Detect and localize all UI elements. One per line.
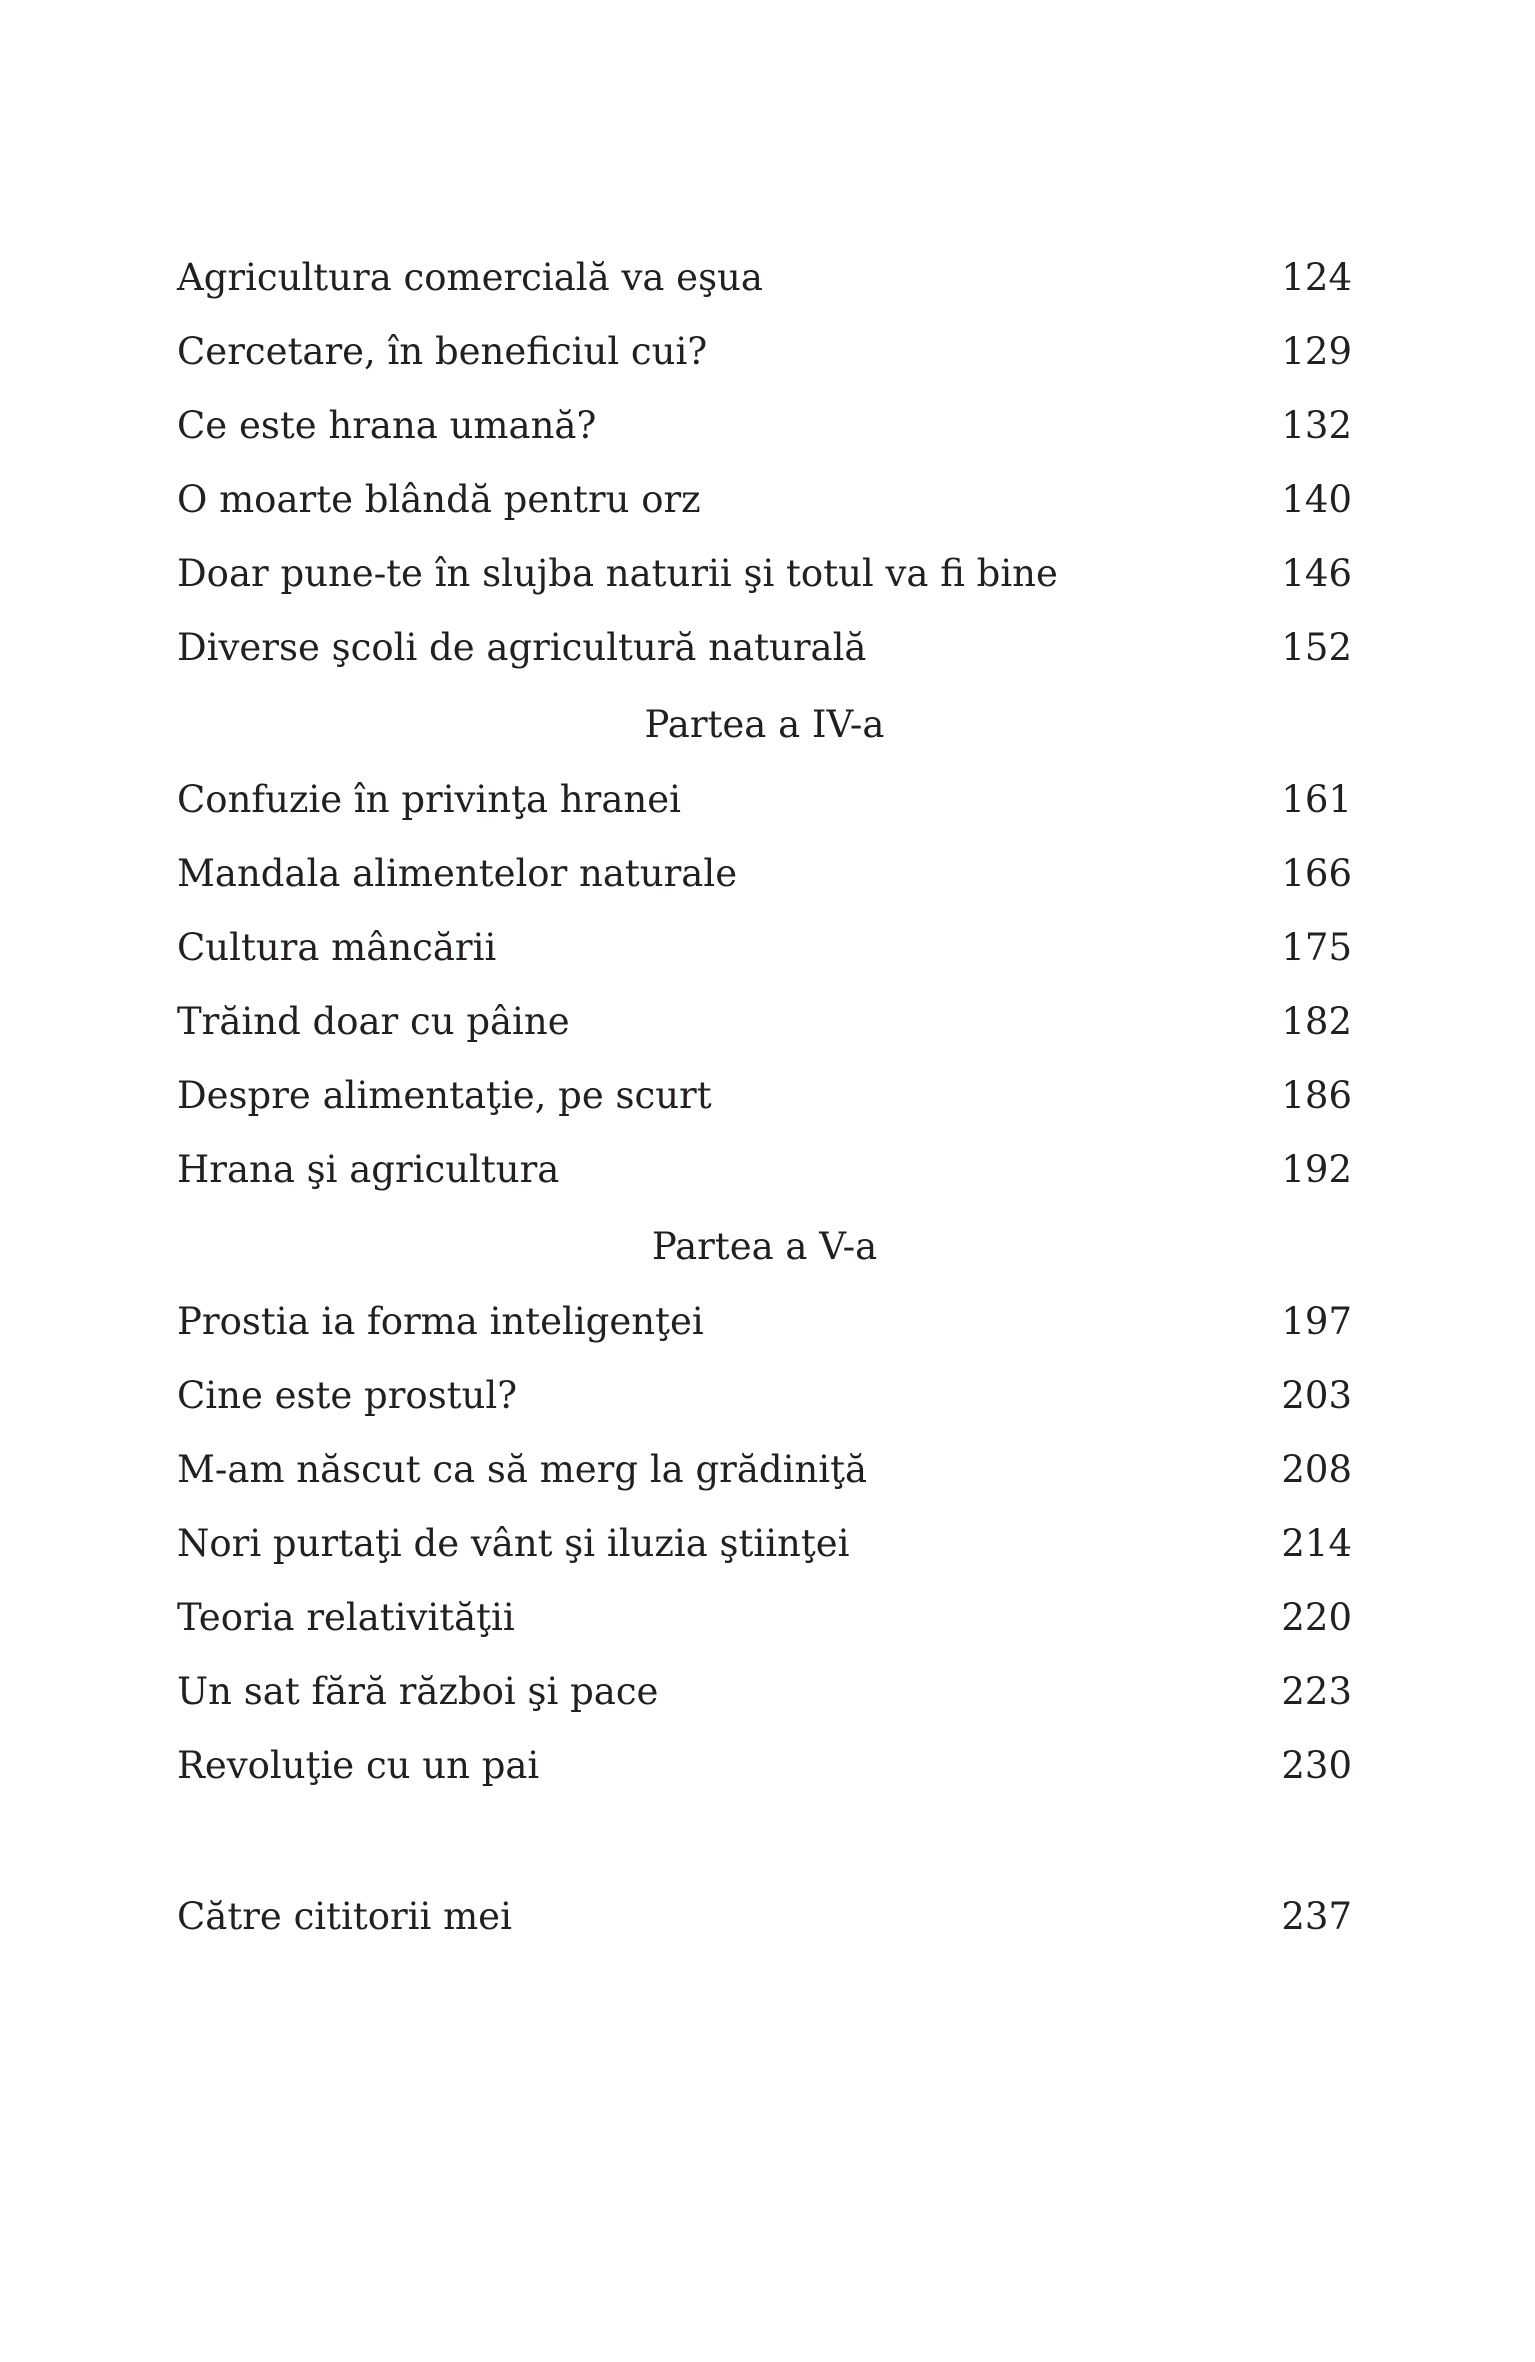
toc-entry-page: 146 bbox=[1281, 552, 1352, 595]
toc-entry-title: Teoria relativităţii bbox=[177, 1596, 515, 1639]
toc-entry[interactable] bbox=[177, 1588, 1352, 1648]
toc-entry-title: Trăind doar cu pâine bbox=[177, 1000, 570, 1043]
toc-entry[interactable] bbox=[177, 470, 1352, 530]
toc-entry-title: Către cititorii mei bbox=[177, 1895, 512, 1938]
toc-entry-title: Prostia ia forma inteligenţei bbox=[177, 1300, 704, 1343]
toc-entry-page: 237 bbox=[1281, 1895, 1352, 1938]
toc-entry[interactable] bbox=[177, 918, 1352, 978]
toc-entry-page: 175 bbox=[1281, 926, 1352, 969]
toc-entry-page: 140 bbox=[1281, 478, 1352, 521]
toc-entry-page: 152 bbox=[1281, 626, 1352, 669]
toc-entry[interactable] bbox=[177, 1066, 1352, 1126]
table-of-contents bbox=[177, 0, 1352, 2362]
toc-entry[interactable] bbox=[177, 248, 1352, 308]
toc-entry-title: O moarte blândă pentru orz bbox=[177, 478, 701, 521]
toc-entry-page: 223 bbox=[1281, 1670, 1352, 1713]
toc-entry-page: 124 bbox=[1281, 256, 1352, 299]
toc-entry[interactable] bbox=[177, 1514, 1352, 1574]
toc-entry[interactable] bbox=[177, 396, 1352, 456]
toc-entry-title: Confuzie în privinţa hranei bbox=[177, 778, 681, 821]
part-heading-4: Partea a IV-a bbox=[644, 703, 885, 746]
toc-entry-page: 220 bbox=[1281, 1596, 1352, 1639]
toc-entry-page: 182 bbox=[1281, 1000, 1352, 1043]
toc-entry-page: 161 bbox=[1281, 778, 1352, 821]
toc-entry-page: 192 bbox=[1281, 1148, 1352, 1191]
toc-entry[interactable] bbox=[177, 1366, 1352, 1426]
toc-entry-title: Doar pune-te în slujba naturii şi totul va fi bine bbox=[177, 552, 1058, 595]
toc-entry-title: Ce este hrana umană? bbox=[177, 404, 597, 447]
toc-entry-closing[interactable] bbox=[177, 1887, 1352, 1947]
toc-entry[interactable] bbox=[177, 618, 1352, 678]
toc-entry-title: Diverse şcoli de agricultură naturală bbox=[177, 626, 867, 669]
toc-entry-page: 186 bbox=[1281, 1074, 1352, 1117]
toc-entry-page: 129 bbox=[1281, 330, 1352, 373]
toc-entry-title: Despre alimentaţie, pe scurt bbox=[177, 1074, 712, 1117]
toc-entry-title: Un sat fără război şi pace bbox=[177, 1670, 659, 1713]
toc-entry-page: 208 bbox=[1281, 1448, 1352, 1491]
toc-entry-page: 166 bbox=[1281, 852, 1352, 895]
toc-entry-page: 214 bbox=[1281, 1522, 1352, 1565]
toc-entry-title: Hrana şi agricultura bbox=[177, 1148, 560, 1191]
toc-entry[interactable] bbox=[177, 1140, 1352, 1200]
toc-entry[interactable] bbox=[177, 1662, 1352, 1722]
toc-entry-title: Nori purtaţi de vânt şi iluzia ştiinţei bbox=[177, 1522, 850, 1565]
toc-entry[interactable] bbox=[177, 844, 1352, 904]
toc-entry[interactable] bbox=[177, 1736, 1352, 1796]
part-heading-5: Partea a V-a bbox=[651, 1225, 878, 1268]
toc-entry[interactable] bbox=[177, 544, 1352, 604]
toc-entry[interactable] bbox=[177, 770, 1352, 830]
toc-entry-page: 203 bbox=[1281, 1374, 1352, 1417]
toc-entry-title: Agricultura comercială va eşua bbox=[177, 256, 763, 299]
toc-entry-page: 230 bbox=[1281, 1744, 1352, 1787]
toc-entry-title: M-am născut ca să merg la grădiniţă bbox=[177, 1448, 868, 1491]
toc-entry-title: Cultura mâncării bbox=[177, 926, 497, 969]
toc-entry[interactable] bbox=[177, 1292, 1352, 1352]
toc-entry[interactable] bbox=[177, 992, 1352, 1052]
toc-entry-title: Mandala alimentelor naturale bbox=[177, 852, 738, 895]
toc-entry[interactable] bbox=[177, 322, 1352, 382]
toc-entry[interactable] bbox=[177, 1440, 1352, 1500]
toc-entry-title: Revoluţie cu un pai bbox=[177, 1744, 540, 1787]
toc-entry-page: 132 bbox=[1281, 404, 1352, 447]
toc-entry-title: Cine este prostul? bbox=[177, 1374, 518, 1417]
toc-entry-title: Cercetare, în beneficiul cui? bbox=[177, 330, 708, 373]
toc-entry-page: 197 bbox=[1281, 1300, 1352, 1343]
